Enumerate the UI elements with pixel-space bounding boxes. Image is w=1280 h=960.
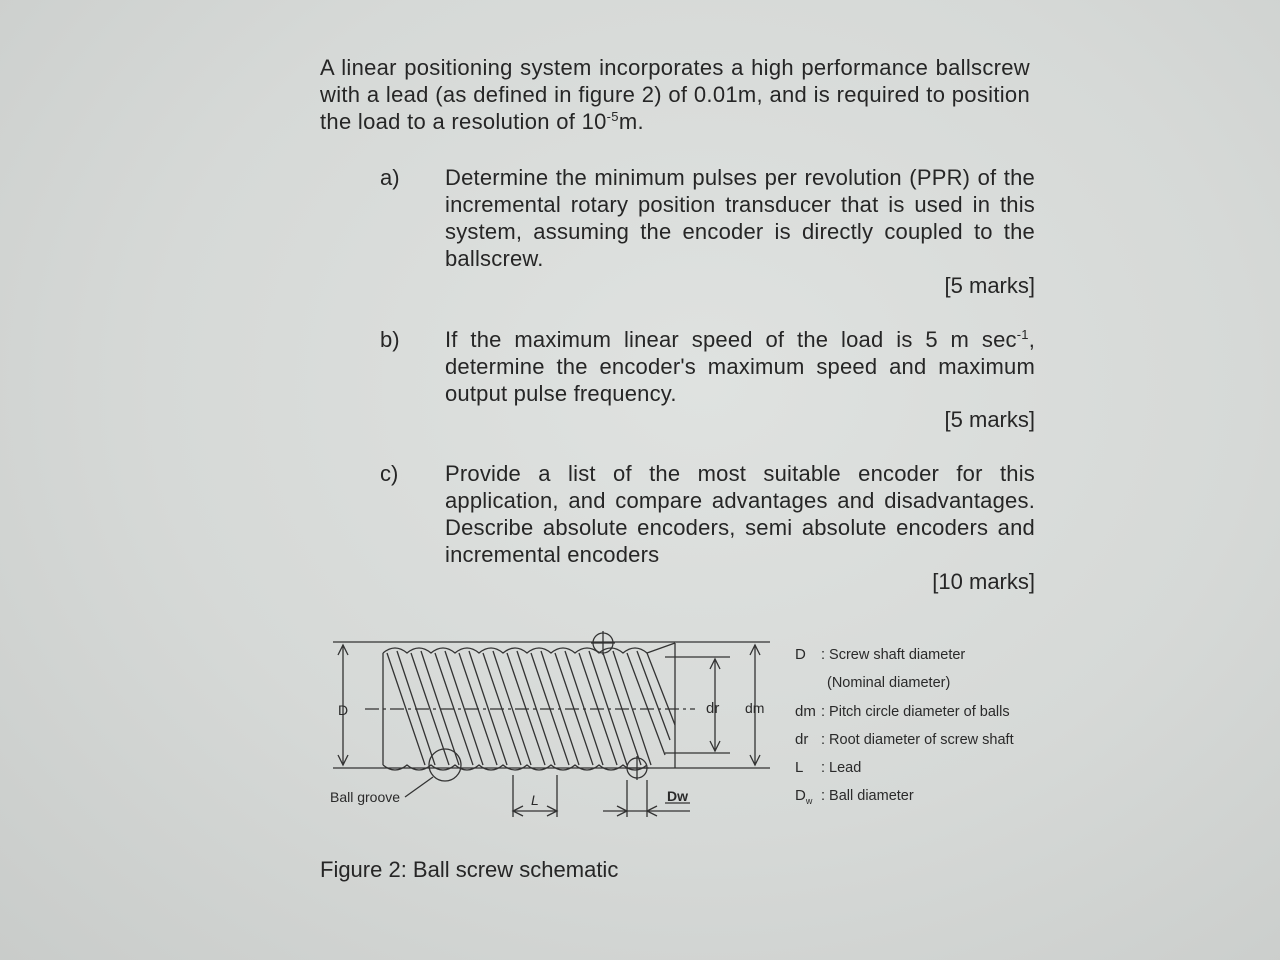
dm-label: dm: [745, 700, 765, 716]
legend-desc: : Screw shaft diameter: [821, 647, 966, 663]
legend-desc: : Lead: [821, 760, 862, 776]
legend-row-lead: [795, 757, 861, 779]
thread-top-profile: [383, 643, 675, 653]
ball-groove-leader: [405, 777, 433, 797]
question-text: [445, 326, 1035, 407]
ballscrew-schematic: [325, 625, 795, 825]
question-label: c): [380, 461, 399, 486]
legend-symbol-main: D: [795, 787, 806, 804]
legend-desc: : Pitch circle diameter of balls: [821, 704, 1010, 720]
legend-row-dm: [795, 701, 1010, 723]
legend-symbol: [795, 785, 821, 812]
legend-desc: : Root diameter of screw shaft: [821, 732, 1014, 748]
intro-paragraph: [320, 54, 1030, 135]
question-marks: [10 marks]: [932, 569, 1035, 594]
legend-row-dw: [795, 785, 914, 807]
intro-unit: m.: [618, 109, 644, 134]
lead-label: L: [531, 792, 539, 808]
question-text-end: , determine the encoder's maximum speed and maximum output pulse frequency.: [445, 327, 1035, 406]
dr-label: dr: [706, 700, 720, 717]
question-label: a): [380, 165, 400, 190]
question-text-start: If the maximum linear speed of the load is 5 m sec: [445, 327, 1017, 352]
question-marks: [5 marks]: [944, 273, 1035, 298]
thread-line: [637, 651, 670, 740]
legend-desc: (Nominal diameter): [827, 675, 951, 691]
dw-label: Dw: [667, 788, 688, 804]
legend-symbol: D: [795, 646, 806, 663]
legend-symbol-sub: w: [805, 796, 813, 806]
d-label: D: [338, 702, 349, 718]
legend-row-nominal: [827, 672, 950, 694]
intro-text: A linear positioning system incorporates a high performance ballscrew with a lead (as defined in figure 2) of 0.01m, and is required to position the load to a resolution of 10: [320, 55, 1030, 134]
ball-groove-label: Ball groove: [330, 789, 401, 805]
question-marks: [5 marks]: [944, 407, 1035, 432]
legend-symbol: L: [795, 759, 804, 776]
legend-row-dr: [795, 729, 1014, 751]
question-text: Provide a list of the most suitable encoder for this application, and compare advantages and disadvantages. Describe absolute encoders, semi absolute encoders and incremental encoders: [445, 461, 1035, 567]
question-exponent: -1: [1016, 327, 1029, 342]
question-label: b): [380, 327, 400, 352]
legend-row-d: [795, 644, 965, 666]
question-text: Determine the minimum pulses per revolution (PPR) of the incremental rotary position transducer that is used in this system, assuming the encoder is directly coupled to the ballscrew.: [445, 165, 1035, 271]
legend-symbol: dm: [795, 703, 816, 720]
intro-exponent: -5: [606, 109, 619, 124]
legend-desc: : Ball diameter: [821, 788, 914, 804]
legend-symbol: dr: [795, 731, 809, 748]
figure-caption: Figure 2: Ball screw schematic: [320, 857, 619, 882]
